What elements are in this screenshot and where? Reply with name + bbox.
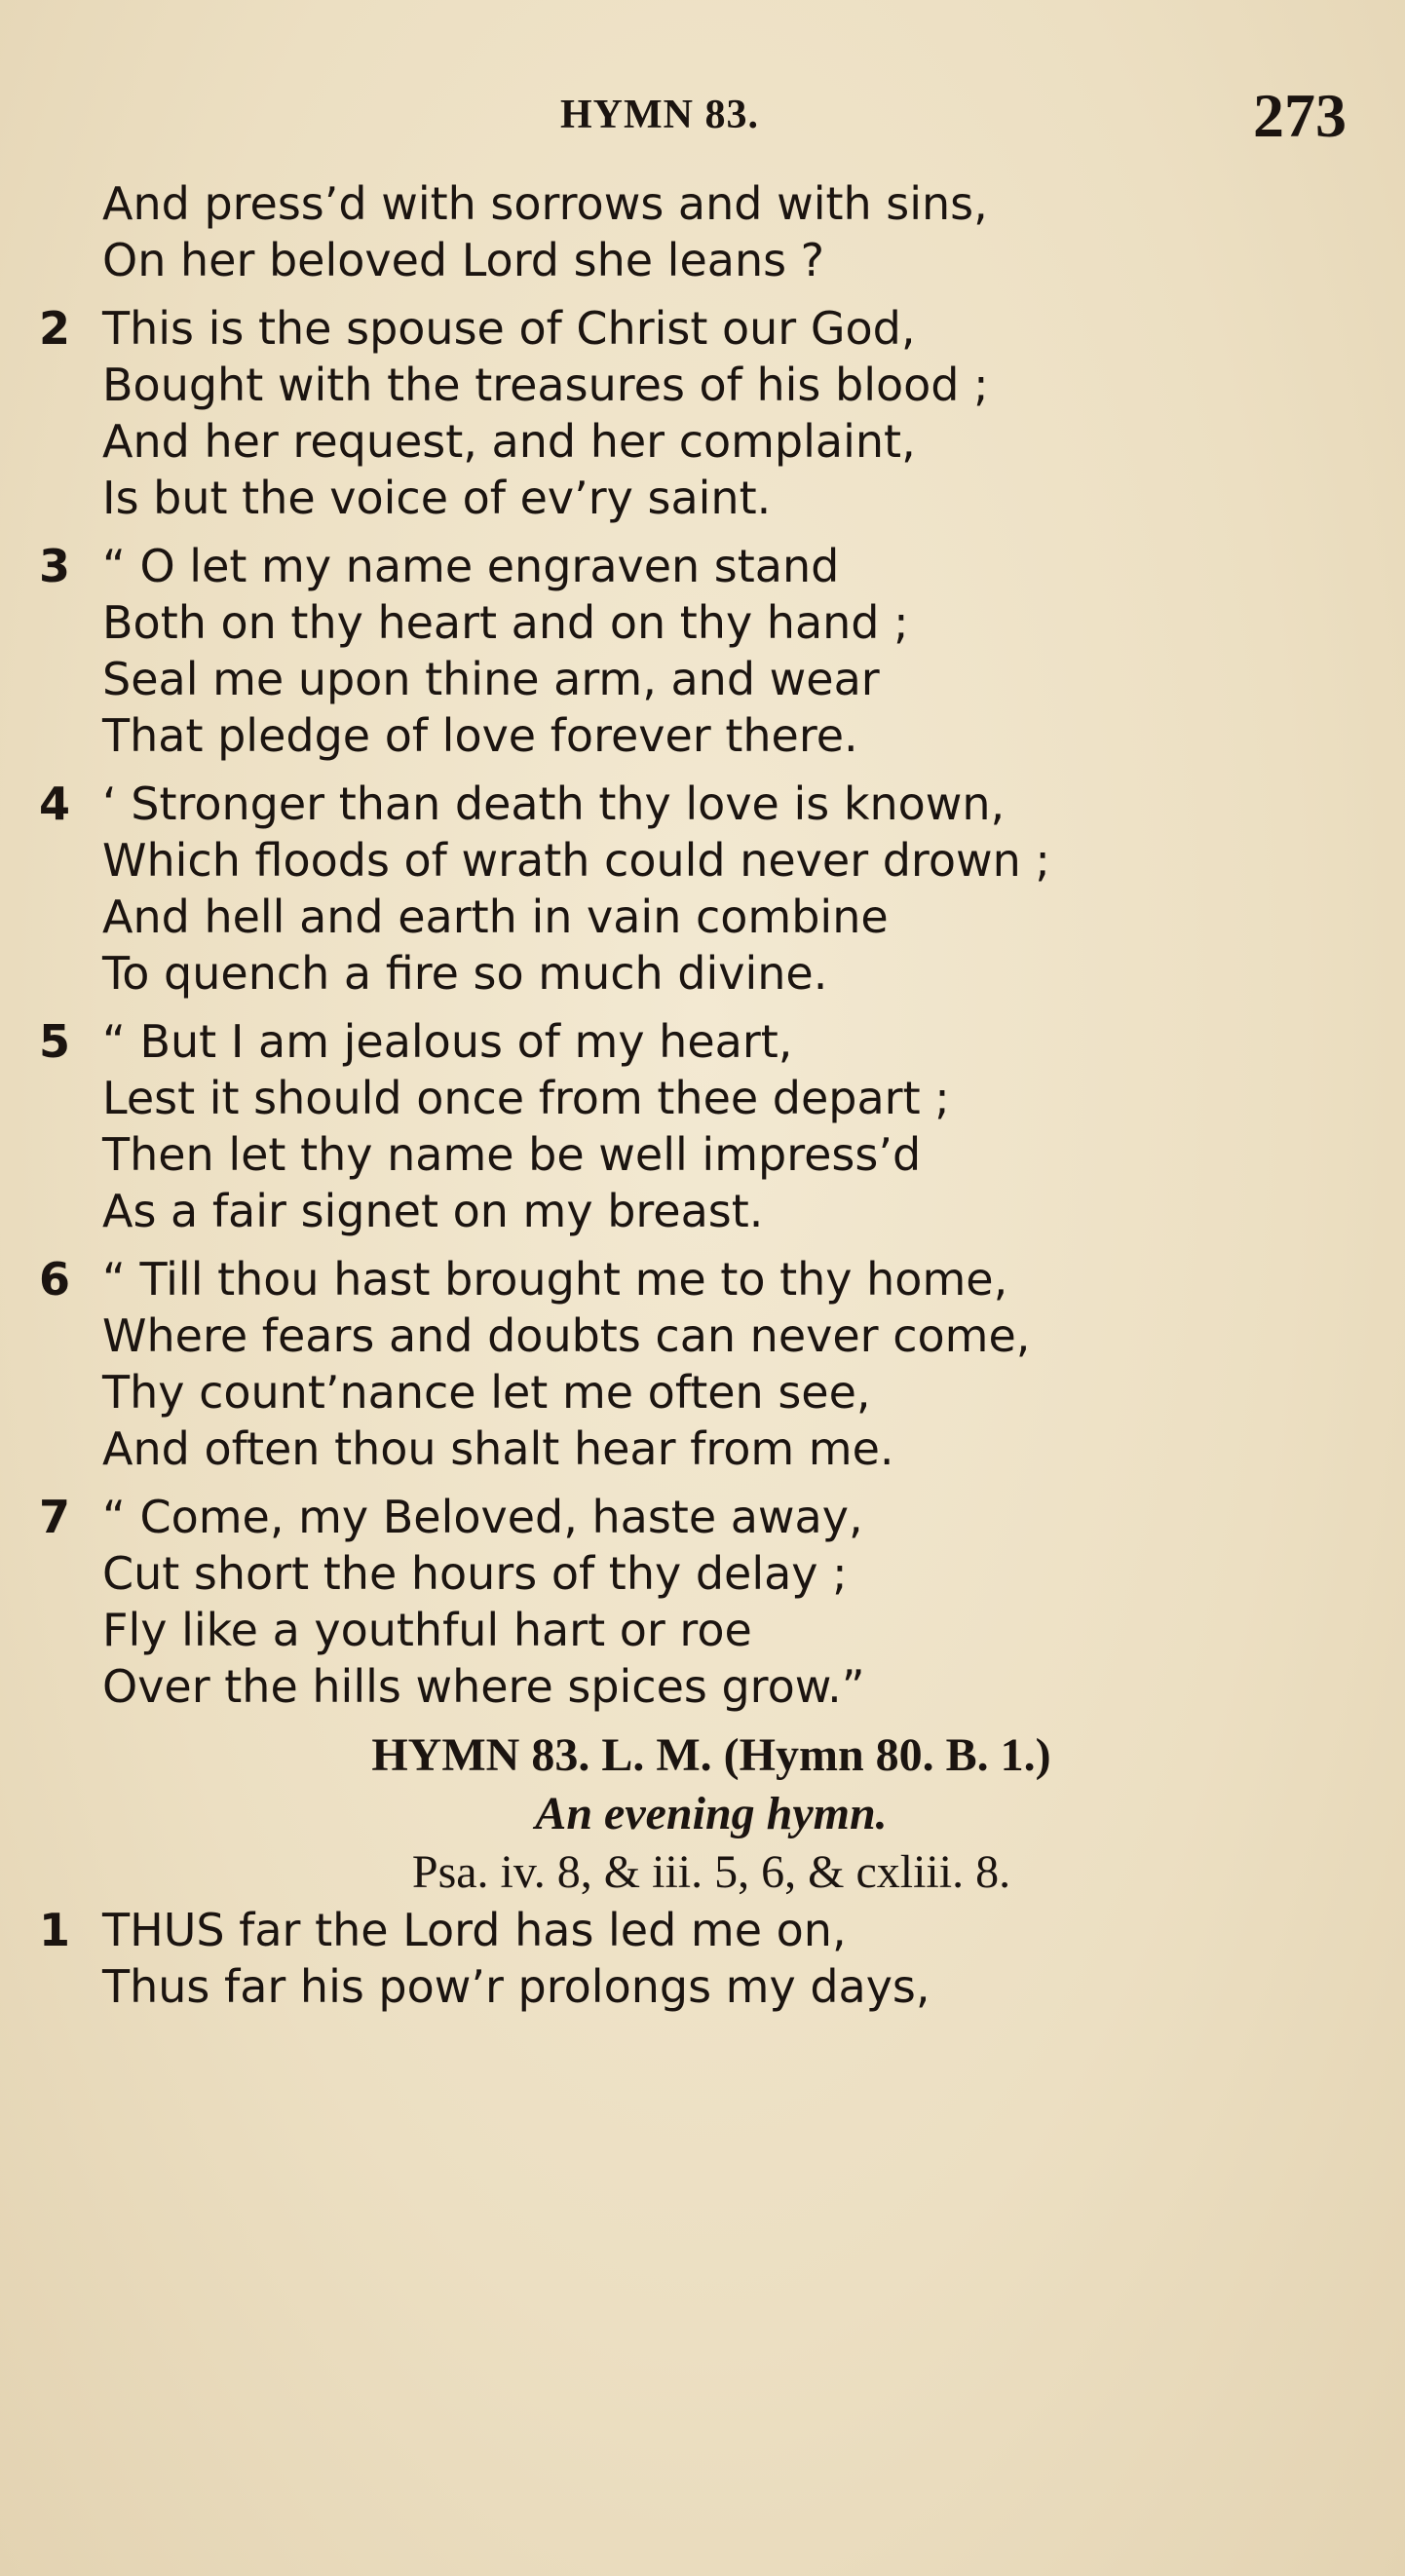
hymn-title: HYMN 83. L. M. (Hymn 80. B. 1.) bbox=[371, 1729, 1051, 1781]
verse-line: Is but the voice of ev’ry saint. bbox=[102, 472, 772, 524]
stanza-5 bbox=[39, 1013, 1384, 1239]
verse-line: Lest it should once from thee depart ; bbox=[102, 1072, 950, 1124]
verse-line: And her request, and her complaint, bbox=[102, 415, 916, 468]
stanza-number: 2 bbox=[39, 302, 71, 355]
hymn-subtitle: An evening hymn. bbox=[535, 1788, 888, 1839]
verse-line: Thy count’nance let me often see, bbox=[102, 1366, 871, 1419]
verse-line: Then let thy name be well impress’d bbox=[102, 1128, 922, 1181]
running-title: HYMN 83. bbox=[560, 93, 759, 137]
verse-line: “ But I am jealous of my heart, bbox=[102, 1015, 793, 1068]
verse-line: Both on thy heart and on thy hand ; bbox=[102, 596, 909, 649]
stanza-number: 4 bbox=[39, 777, 71, 830]
verse-line: “ O let my name engraven stand bbox=[102, 540, 840, 592]
stanza-4 bbox=[39, 776, 1384, 1002]
verse-line: That pledge of love forever there. bbox=[102, 709, 858, 762]
stanza-number: 3 bbox=[39, 540, 71, 592]
stanza-6 bbox=[39, 1251, 1384, 1477]
verse-line: Bought with the treasures of his blood ; bbox=[102, 359, 989, 411]
verse-line: And often thou shalt hear from me. bbox=[102, 1422, 894, 1475]
verse-line: On her beloved Lord she leans ? bbox=[102, 234, 825, 286]
verse-line: ‘ Stronger than death thy love is known, bbox=[102, 777, 1006, 830]
stanza-7 bbox=[39, 1489, 1384, 1715]
next-hymn-heading bbox=[39, 1726, 1384, 1902]
intro-stanza bbox=[39, 175, 1384, 288]
stanza-number: 7 bbox=[39, 1491, 71, 1543]
verse-line: And hell and earth in vain combine bbox=[102, 890, 889, 943]
verse-line: Cut short the hours of thy delay ; bbox=[102, 1547, 848, 1600]
stanza-number: 1 bbox=[39, 1904, 71, 1956]
verse-line: THUS far the Lord has led me on, bbox=[102, 1904, 847, 1956]
hymn-text bbox=[39, 175, 1384, 2027]
verse-line: Which floods of wrath could never drown ; bbox=[102, 834, 1050, 887]
verse-line: Fly like a youthful hart or roe bbox=[102, 1604, 752, 1656]
verse-line: “ Till thou hast brought me to thy home, bbox=[102, 1253, 1008, 1306]
verse-line: Thus far his pow’r prolongs my days, bbox=[102, 1960, 930, 2013]
verse-line: Over the hills where spices grow.” bbox=[102, 1660, 865, 1713]
verse-line: As a fair signet on my breast. bbox=[102, 1185, 764, 1237]
verse-line: “ Come, my Beloved, haste away, bbox=[102, 1491, 863, 1543]
verse-line: And press’d with sorrows and with sins, bbox=[102, 177, 988, 230]
stanza-3 bbox=[39, 538, 1384, 764]
page-number: 273 bbox=[1253, 81, 1347, 150]
verse-line: This is the spouse of Christ our God, bbox=[102, 302, 916, 355]
scripture-reference: Psa. iv. 8, & iii. 5, 6, & cxliii. 8. bbox=[411, 1846, 1011, 1898]
verse-line: Where fears and doubts can never come, bbox=[102, 1309, 1031, 1362]
stanza-2 bbox=[39, 300, 1384, 526]
page-header bbox=[0, 81, 1405, 170]
stanza-number: 6 bbox=[39, 1253, 71, 1306]
verse-line: Seal me upon thine arm, and wear bbox=[102, 653, 880, 705]
next-hymn-stanza-1 bbox=[39, 1902, 1384, 2015]
verse-line: To quench a fire so much divine. bbox=[102, 947, 828, 1000]
stanza-number: 5 bbox=[39, 1015, 71, 1068]
